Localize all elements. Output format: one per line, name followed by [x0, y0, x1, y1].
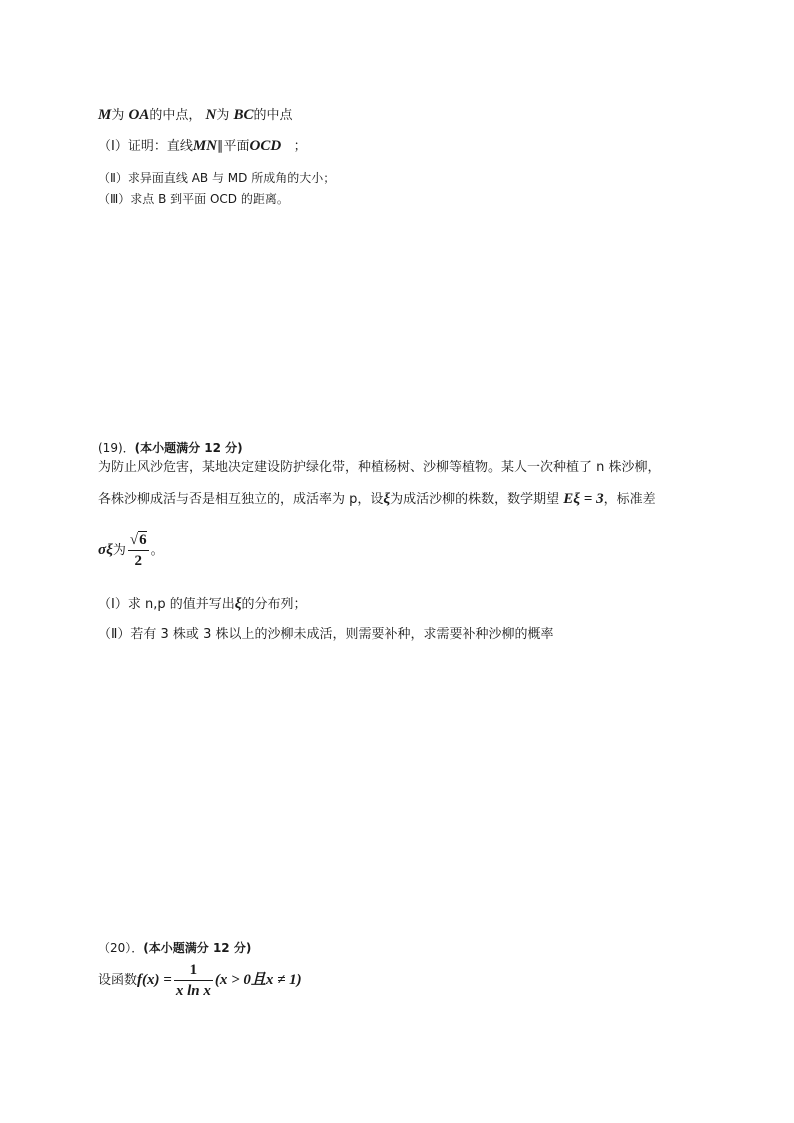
q20-header: （20）．(本小题满分 12 分): [98, 941, 252, 955]
q19-para2: 各株沙柳成活与否是相互独立的，成活率为 p，设ξ为成活沙柳的株数，数学期望 Eξ = 3，标准差: [98, 491, 656, 507]
q18-part2: （Ⅱ）求异面直线 AB 与 MD 所成角的大小；: [98, 171, 336, 185]
q19-para1: 为防止风沙危害，某地决定建设防护绿化带，种植杨树、沙柳等植物。某人一次种植了 n 株沙柳，: [98, 460, 661, 475]
q18-line-midpoints: M为 OA的中点， N为 BC的中点: [98, 107, 293, 123]
fraction-sqrt6-over-2: $\frac{√6}{2}$: [129, 532, 147, 569]
q20-function-def: 设函数f(x) = $\frac{1}{\text{x ln x}}$ (x > 0且x ≠ 1): [98, 962, 302, 999]
q19-sigma-line: σξ为 $\frac{√6}{2}$ 。: [98, 532, 164, 569]
q19-header: (19)．(本小题满分 12 分): [98, 441, 243, 455]
q19-part1: （Ⅰ）求 n,p 的值并写出ξ的分布列；: [98, 596, 307, 612]
q19-part2: （Ⅱ）若有 3 株或 3 株以上的沙柳未成活，则需要补种，求需要补种沙柳的概率: [98, 627, 554, 642]
q18-part1: （Ⅰ）证明：直线MN∥平面OCD ；: [98, 138, 307, 154]
q18-part3: （Ⅲ）求点 B 到平面 OCD 的距离。: [98, 192, 289, 206]
fraction-1-over-xlnx: $\frac{1}{\text{x ln x}}$: [175, 962, 211, 999]
